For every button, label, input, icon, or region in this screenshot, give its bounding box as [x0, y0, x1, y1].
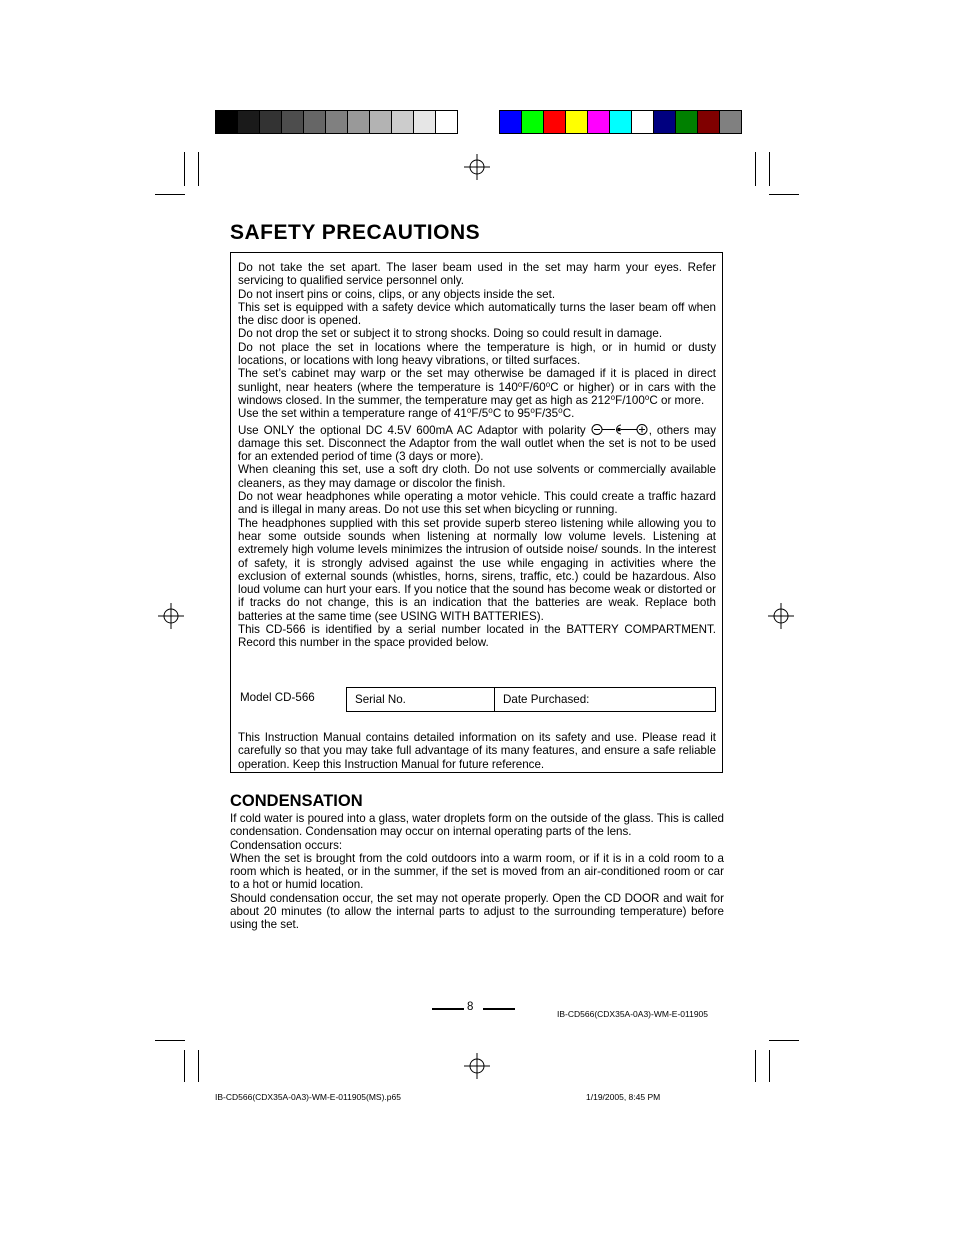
adaptor-line [238, 423, 716, 464]
safety-line: Do not wear headphones while operating a motor vehicle. This could create a traffic hazard and is illegal in many areas. Do not use this set when bicycling or running. [238, 490, 716, 517]
color-swatch [698, 111, 720, 133]
grayscale-bar [215, 110, 458, 134]
condensation-heading: CONDENSATION [230, 792, 363, 810]
color-swatch [500, 111, 522, 133]
color-bar [499, 110, 742, 134]
crop-mark [769, 194, 799, 195]
crop-mark [155, 194, 185, 195]
model-label: Model CD-566 [240, 691, 315, 704]
crop-mark [184, 1050, 185, 1082]
crop-mark [755, 1050, 756, 1082]
crop-mark [769, 1040, 799, 1041]
condensation-line: When the set is brought from the cold outdoors into a warm room, or if it is in a cold room to a room which is heated, or in the summer, if the set is moved from an air-conditioned room or car to a hot or humid location. [230, 851, 724, 892]
safety-line: Do not take the set apart. The laser beam used in the set may harm your eyes. Refer servicing to qualified service personnel only. [238, 261, 716, 288]
safety-line: Do not insert pins or coins, clips, or any objects inside the set. [238, 287, 556, 301]
safety-line: The headphones supplied with this set provide superb stereo listening while allowing you to hear some outside sounds when listening at normally low volume levels. Listening at extremely high volume levels minimizes the intrusion of outside noise/ sounds. In the interest of safety, it is strongly advised against the use while engaging in activities where the exclusion of external sounds (whistles, horns, sirens, traffic, etc.) could be hazardous. Also loud volume can hurt your ears. If you notice that the sound has become weak or distorted or if tracks do not change, this is an indication that the batteries are weak. Replace both batteries at the same time (see USING WITH BATTERIES). [238, 516, 716, 623]
color-swatch [676, 111, 698, 133]
color-swatch [522, 111, 544, 133]
doc-code: IB-CD566(CDX35A-0A3)-WM-E-011905 [557, 1009, 709, 1019]
color-swatch [720, 111, 741, 133]
crop-mark [155, 1040, 185, 1041]
polarity-icon [591, 423, 649, 436]
registration-mark-icon [464, 1053, 490, 1079]
page-dash-left [432, 1008, 464, 1010]
safety-line: Do not drop the set or subject it to strong shocks. Doing so could result in damage. [238, 327, 663, 341]
serial-table [346, 687, 716, 712]
condensation-line: Condensation occurs: [230, 838, 343, 852]
color-swatch [632, 111, 654, 133]
page-title: SAFETY PRECAUTIONS [230, 221, 481, 244]
adaptor-text: Use ONLY the optional DC 4.5V 600mA AC Adaptor with polarity [238, 423, 586, 437]
gray-swatch [436, 111, 457, 133]
timestamp: 1/19/2005, 8:45 PM [586, 1092, 661, 1102]
registration-mark-icon [464, 154, 490, 180]
color-swatch [566, 111, 588, 133]
adaptor-text: , others may damage this set. Disconnect the Adaptor from the wall outlet when the set is not to be used for an extended period of time (3 days or more). [238, 423, 716, 464]
crop-mark [769, 1050, 770, 1082]
safety-line: This CD-566 is identified by a serial number located in the BATTERY COMPARTMENT. Record this number in the space provided below. [238, 623, 716, 650]
page-number: 8 [467, 1001, 474, 1013]
safety-box [230, 252, 723, 773]
gray-swatch [370, 111, 392, 133]
condensation-line: If cold water is poured into a glass, water droplets form on the outside of the glass. This is called condensation. Condensation may occur on internal operating parts of the lens. [230, 812, 724, 839]
file-name: IB-CD566(CDX35A-0A3)-WM-E-011905(MS).p65 [215, 1092, 401, 1102]
gray-swatch [348, 111, 370, 133]
gray-swatch [392, 111, 414, 133]
gray-swatch [326, 111, 348, 133]
gray-swatch [238, 111, 260, 133]
crop-mark [198, 1050, 199, 1082]
crop-mark [198, 152, 199, 186]
crop-mark [769, 152, 770, 186]
color-swatch [610, 111, 632, 133]
gray-swatch [260, 111, 282, 133]
gray-swatch [282, 111, 304, 133]
condensation-line: Should condensation occur, the set may not operate properly. Open the CD DOOR and wait for about 20 minutes (to allow the internal parts to adjust to the surrounding temperature) before using the set. [230, 891, 724, 932]
page-dash-right [483, 1008, 515, 1010]
color-swatch [588, 111, 610, 133]
condensation-text [230, 812, 724, 932]
safety-text [238, 261, 716, 650]
crop-mark [755, 152, 756, 186]
gray-swatch [216, 111, 238, 133]
color-swatch [544, 111, 566, 133]
gray-swatch [304, 111, 326, 133]
crop-mark [184, 152, 185, 186]
safety-line: This set is equipped with a safety device which automatically turns the laser beam off when the disc door is opened. [238, 300, 716, 328]
color-swatch [654, 111, 676, 133]
date-purchased-field[interactable]: Date Purchased: [503, 693, 590, 706]
gray-swatch [414, 111, 436, 133]
safety-line: Do not place the set in locations where the temperature is high, or in humid or dusty locations, or locations with long heavy vibrations, or tilted surfaces. [238, 340, 716, 368]
safety-line: When cleaning this set, use a soft dry cloth. Do not use solvents or commercially available cleaners, as they may damage or discolor the finish. [238, 463, 716, 490]
manual-note: This Instruction Manual contains detailed information on its safety and use. Please read it carefully so that you may take full advantage of its many features, and ensure a safe reliable operation. Keep this Instruction Manual for future reference. [238, 731, 716, 771]
registration-mark-icon [158, 603, 184, 629]
safety-line: Use the set within a temperature range of 41⁰F/5⁰C to 95⁰F/35⁰C. [238, 407, 575, 421]
safety-line: The set’s cabinet may warp or the set may otherwise be damaged if it is placed in direct sunlight, near heaters (where the temperature is 140⁰F/60⁰C or higher) or in cars with the windows closed. In the summer, the temperature may get as high as 212⁰F/100⁰C or more. [238, 367, 716, 407]
registration-mark-icon [768, 603, 794, 629]
serial-number-field[interactable]: Serial No. [347, 688, 495, 711]
